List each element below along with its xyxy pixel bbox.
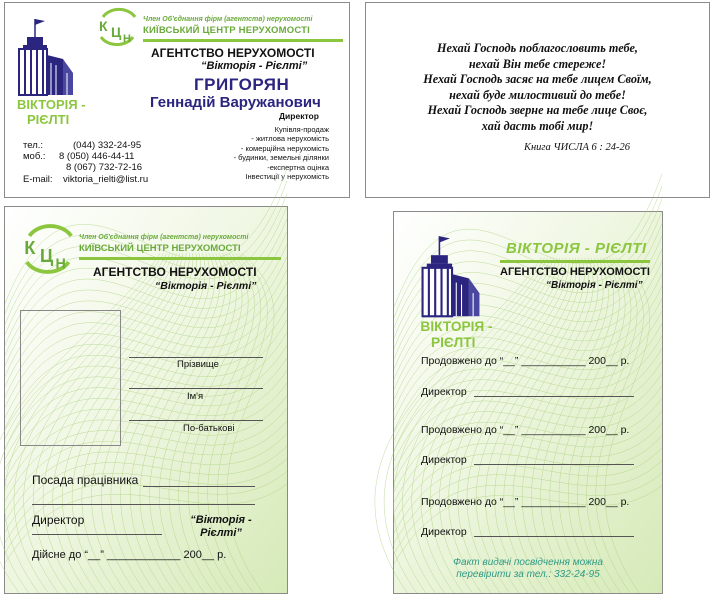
extension-director-2: Директор <box>421 454 467 466</box>
brand-logo-line-1: ВІКТОРІЯ - <box>17 97 86 112</box>
name-caption: Ім'я <box>187 391 204 402</box>
agency-name: “Вікторія - Рієлті” <box>155 280 257 292</box>
verification-line-2: перевірити за тел.: 332-24-95 <box>456 569 600 580</box>
green-divider <box>79 257 281 260</box>
agency-label: АГЕНТСТВО НЕРУХОМОСТІ <box>500 266 650 278</box>
director-signature-line <box>32 534 162 535</box>
stamp-line: Рієлті” <box>200 527 242 539</box>
center-name: КИЇВСЬКИЙ ЦЕНТР НЕРУХОМОСТІ <box>79 243 241 254</box>
contact-label <box>23 162 59 173</box>
blessing-card <box>365 2 710 198</box>
verse-line: нехай буде милостивий до тебе! <box>449 87 626 102</box>
kcn-letter-k: К <box>24 237 36 259</box>
viktoria-building-logo <box>416 232 493 350</box>
patronymic-caption: По-батькові <box>183 423 235 434</box>
green-divider <box>500 260 650 263</box>
contact-label: тел.: <box>23 140 44 151</box>
verse-reference: Книга ЧИСЛА 6 : 24-26 <box>524 142 630 153</box>
agency-name: “Вікторія - Рієлті” <box>546 280 643 291</box>
contact-email: viktoria_rielti@list.ru <box>63 173 149 185</box>
stamp-agency-name <box>181 514 261 540</box>
id-card-back <box>393 211 663 594</box>
verse-line: Нехай Господь засяє на тебе лицем Своїм, <box>423 72 652 86</box>
business-card <box>4 2 350 198</box>
brand-logo-line-2: РІЄЛТІ <box>430 334 476 350</box>
contact-row <box>23 151 148 162</box>
contact-label: E-mail: <box>23 173 53 185</box>
stamp-line: “Вікторія - <box>190 514 252 526</box>
valid-until: Дійсне до “__” ____________ 200__ р. <box>32 549 227 561</box>
agency-name: “Вікторія - Рієлті” <box>201 60 308 72</box>
kcn-letter-ts: Ц <box>39 245 54 267</box>
contact-mobile: 8 (050) 446-44-11 <box>59 151 135 163</box>
verification-note <box>394 557 662 581</box>
viktoria-building-logo <box>15 15 86 127</box>
surname-caption: Прізвище <box>177 359 219 370</box>
center-name: КИЇВСЬКИЙ ЦЕНТР НЕРУХОМОСТІ <box>143 25 311 36</box>
agency-label: АГЕНТСТВО НЕРУХОМОСТІ <box>151 46 315 60</box>
id-card-front <box>4 206 288 594</box>
brand-logo-line-2: РІЄЛТІ <box>27 112 70 127</box>
extension-row-1: Продовжено до “__” ___________ 200__ р. <box>421 355 630 367</box>
extension-director-3: Директор <box>421 526 467 538</box>
services-list <box>234 125 329 181</box>
post-line-2 <box>32 504 255 505</box>
name-line <box>129 388 263 389</box>
brand-logo-line-1: ВІКТОРІЯ - <box>420 319 493 335</box>
post-line <box>143 486 255 487</box>
kcn-letter-n: Н <box>123 33 131 45</box>
surname-line <box>129 357 263 358</box>
member-line: Член Об'єднання фірм (агентств) нерухомості <box>79 234 249 241</box>
service-item: Інвестиції у нерухомість <box>245 172 329 182</box>
extension-row-2: Продовжено до “__” ___________ 200__ р. <box>421 424 630 436</box>
verse-line: нехай Він тебе стереже! <box>468 56 607 71</box>
verification-line-1: Факт видачі посвідчення можна <box>453 557 603 568</box>
verse-line: Нехай Господь зверне на тебе лице Своє, <box>427 103 648 117</box>
kcn-logo <box>19 225 79 273</box>
patronymic-line <box>129 420 263 421</box>
service-item: -експертна оцінка <box>267 162 329 172</box>
kcn-logo <box>95 9 141 45</box>
director-label: Директор <box>32 513 85 527</box>
person-surname: ГРИГОРЯН <box>194 75 290 94</box>
photo-placeholder <box>20 310 121 446</box>
extension-row-3: Продовжено до “__” ___________ 200__ р. <box>421 496 630 508</box>
post-label: Посада працівника <box>32 473 139 487</box>
service-item: - комерційна нерухомість <box>240 143 329 153</box>
contact-label: моб.: <box>23 151 46 163</box>
brand-title: ВІКТОРІЯ - РІЄЛТІ <box>506 240 647 257</box>
kcn-letter-k: К <box>99 18 108 34</box>
green-divider <box>143 39 343 42</box>
kcn-letter-ts: Ц <box>111 24 122 40</box>
contact-mobile: 8 (067) 732-72-16 <box>66 162 143 174</box>
person-position: Директор <box>279 111 319 121</box>
agency-label: АГЕНТСТВО НЕРУХОМОСТІ <box>93 265 257 279</box>
service-item: - житлова нерухомість <box>251 134 329 144</box>
contact-row <box>23 174 148 185</box>
blessing-verse <box>366 41 709 134</box>
verse-line: хай дасть тобі мир! <box>481 118 594 133</box>
contact-row <box>23 162 148 173</box>
extension-director-1: Директор <box>421 386 467 398</box>
extension-signature-line-3 <box>474 536 634 537</box>
extension-signature-line-1 <box>474 396 634 397</box>
contact-row <box>23 140 148 151</box>
service-item: Купівля-продаж <box>274 125 329 134</box>
extension-signature-line-2 <box>474 464 634 465</box>
contacts-block <box>23 140 148 185</box>
service-item: - будинки, земельні ділянки <box>233 153 329 163</box>
person-given-names: Геннадій Варужанович <box>150 94 321 111</box>
verse-line: Нехай Господь поблагословить тебе, <box>437 41 638 55</box>
member-line: Член Об'єднання фірм (агентств) нерухомості <box>143 16 313 23</box>
contact-phone: (044) 332-24-95 <box>73 140 142 151</box>
kcn-letter-n: Н <box>55 256 66 273</box>
